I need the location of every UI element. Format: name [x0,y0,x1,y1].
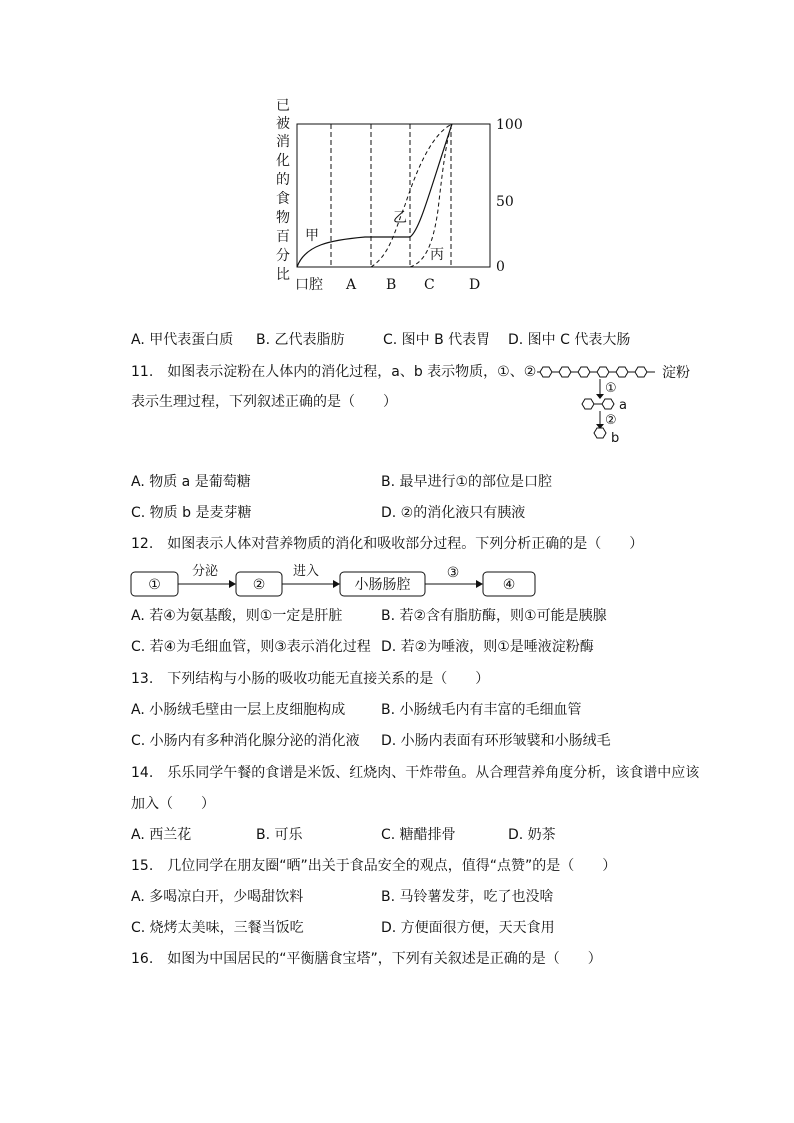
arrow-head [229,580,236,588]
label-b: b [611,431,620,446]
y-tick: 100 [496,117,523,133]
q15-option-c: C. 烧烤太美味，三餐当饭吃 [131,920,304,936]
q14-stem-line1: 14. 乐乐同学午餐的食谱是米饭、红烧肉、干炸带鱼。从合理营养角度分析，该食谱中应该 [131,765,700,781]
q14-option-a: A. 西兰花 [131,827,192,843]
q13-option-d: D. 小肠内表面有环形皱襞和小肠绒毛 [381,733,611,749]
y-tick: 50 [496,194,514,210]
curve-label: 甲 [305,228,319,244]
curve-label: 乙 [393,210,407,226]
q15-stem: 15. 几位同学在朋友圈“晒”出关于食品安全的观点，值得“点赞”的是（ ） [131,858,617,874]
y-label-char: 已 [276,98,290,114]
q12-option-b: B. 若②含有脂肪酶，则①可能是胰腺 [381,608,607,624]
q11-option-b: B. 最早进行①的部位是口腔 [381,474,553,490]
q10-option-b: B. 乙代表脂肪 [256,332,345,348]
q14-option-b: B. 可乐 [256,827,303,843]
q12-option-c: C. 若④为毛细血管，则③表示消化过程 [131,639,371,655]
q13-option-c: C. 小肠内有多种消化腺分泌的消化液 [131,733,360,749]
q10-option-d: D. 图中 C 代表大肠 [508,332,631,348]
x-tick: 口腔 [295,277,323,293]
x-tick: A [346,277,357,293]
step2-label: ② [605,413,617,428]
arrow-head [476,580,483,588]
y-label-char: 百 [276,229,290,245]
label-a: a [619,398,627,413]
y-label-char: 消 [276,134,290,150]
x-tick: B [386,277,397,293]
q13-option-b: B. 小肠绒毛内有丰富的毛细血管 [381,702,582,718]
flow-box-1-label: ① [148,577,161,593]
y-label-char: 比 [276,267,290,283]
q10-option-c: C. 图中 B 代表胃 [383,332,491,348]
flow-arrow-2-label: 进入 [292,564,320,579]
q15-option-b: B. 马铃薯发芽，吃了也没啥 [381,889,554,905]
y-label-char: 分 [276,248,290,264]
q15-option-d: D. 方便面很方便，天天食用 [381,920,555,936]
q11-option-a: A. 物质 a 是葡萄糖 [131,474,251,490]
q14-stem-line2: 加入（ ） [131,796,215,812]
starch-label: 淀粉 [662,365,690,381]
q15-option-a: A. 多喝凉白开，少喝甜饮料 [131,889,304,905]
y-tick: 0 [496,259,505,275]
q11-stem-line1: 11. 如图表示淀粉在人体内的消化过程，a、b 表示物质，①、② [131,364,537,380]
q12-option-a: A. 若④为氨基酸，则①一定是肝脏 [131,608,343,624]
q14-option-c: C. 糖醋排骨 [381,827,456,843]
x-tick: D [469,277,481,293]
y-label-char: 物 [276,210,290,226]
q13-stem: 13. 下列结构与小肠的吸收功能无直接关系的是（ ） [131,671,490,687]
q11-option-c: C. 物质 b 是麦芽糖 [131,505,252,521]
q12-stem: 12. 如图表示人体对营养物质的消化和吸收部分过程。下列分析正确的是（ ） [131,536,644,552]
flow-box-4-label: ④ [502,577,516,593]
y-label-char: 化 [276,153,290,169]
flow-arrow-1-label: 分泌 [191,564,219,579]
flow-box-2-label: ② [252,577,266,593]
x-tick: C [424,277,435,293]
q16-stem: 16. 如图为中国居民的“平衡膳食宝塔”，下列有关叙述是正确的是（ ） [131,951,602,967]
q11-option-d: D. ②的消化液只有胰液 [381,505,526,521]
curve-label: 丙 [430,247,444,263]
arrow-head [333,580,340,588]
step1-label: ① [605,381,617,396]
q11-stem-line2: 表示生理过程，下列叙述正确的是（ ） [131,394,397,410]
y-label-char: 食 [276,191,290,207]
y-label-char: 被 [276,116,290,132]
q13-option-a: A. 小肠绒毛壁由一层上皮细胞构成 [131,702,346,718]
flow-arrow-3-label: ③ [446,565,460,581]
q14-option-d: D. 奶茶 [508,827,556,843]
flow-box-3-label: 小肠肠腔 [354,577,411,593]
y-label-char: 的 [276,172,290,188]
q12-option-d: D. 若②为唾液，则①是唾液淀粉酶 [381,639,594,655]
q10-option-a: A. 甲代表蛋白质 [131,332,234,348]
